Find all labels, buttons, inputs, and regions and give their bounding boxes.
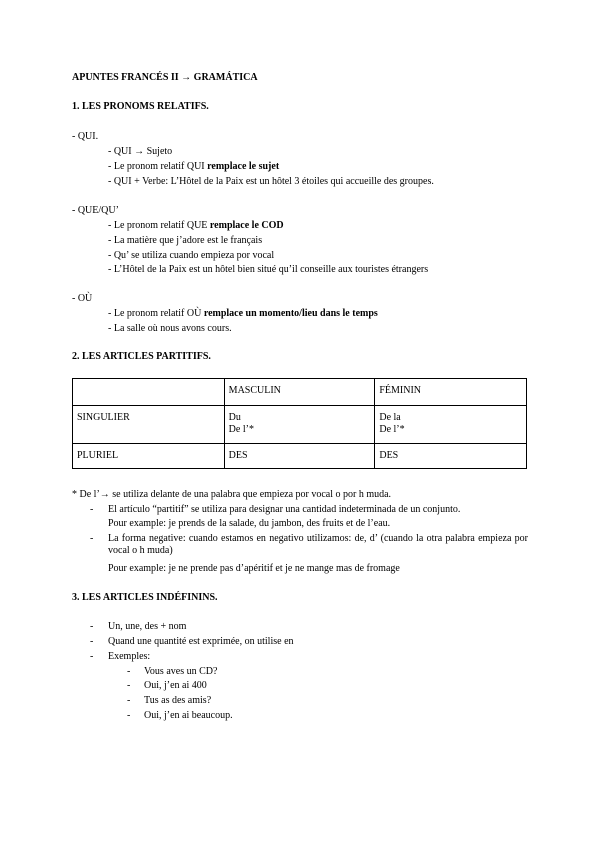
indefinite-bullet-3: Exemples:: [108, 651, 151, 662]
bullet-dash: -: [90, 621, 94, 632]
qui-item-1: - QUI → Sujeto: [108, 146, 173, 157]
ou-item-1-bold: remplace un momento/lieu dans le temps: [203, 308, 378, 319]
qui-item-2-text: - Le pronom relatif QUI: [108, 161, 208, 172]
example-item-4: Oui, j’en ai beaucoup.: [144, 710, 233, 721]
table-cell-pluriel-masculin: DES: [224, 444, 375, 469]
partitive-articles-table: [72, 378, 527, 469]
bullet-dash: -: [90, 504, 94, 515]
example-item-3: Tus as des amis?: [144, 695, 212, 706]
que-item-3: - Qu’ se utiliza cuando empieza por vocal: [108, 250, 275, 261]
cell-value: De l’*: [228, 424, 254, 435]
ou-item-1: [108, 308, 378, 320]
ou-label: - OÙ: [72, 293, 93, 304]
table-header-row: [73, 379, 527, 406]
bullet-dash: -: [127, 695, 131, 706]
que-item-4: - L’Hôtel de la Paix est un hôtel bien situé qu’il conseille aux touristes étrangers: [108, 264, 429, 275]
partitive-bullet-1: El artículo “partitif” se utiliza para designar una cantidad indeterminada de un conjunto.: [108, 504, 461, 515]
ou-item-1-text: - Le pronom relatif OÙ: [108, 308, 204, 319]
table-row-label-singulier: SINGULIER: [73, 406, 225, 444]
table-cell-singulier-masculin: [224, 406, 375, 444]
que-label: - QUE/QU’: [72, 205, 119, 216]
ou-item-2: - La salle où nous avons cours.: [108, 323, 232, 334]
bullet-dash: -: [90, 636, 94, 647]
indefinite-bullet-1: Un, une, des + nom: [108, 621, 187, 632]
document-title: APUNTES FRANCÉS II → GRAMÁTICA: [72, 72, 258, 83]
section1-heading: 1. LES PRONOMS RELATIFS.: [72, 101, 209, 112]
cell-value: De la: [379, 412, 401, 423]
qui-label: - QUI.: [72, 131, 99, 142]
bullet-dash: -: [127, 680, 131, 691]
example-item-1: Vous aves un CD?: [144, 666, 218, 677]
bullet-dash: -: [90, 651, 94, 662]
que-item-2: - La matière que j’adore est le français: [108, 235, 263, 246]
qui-item-3: - QUI + Verbe: L’Hôtel de la Paix est un hôtel 3 étoiles qui accueille des groupes.: [108, 176, 434, 187]
example-item-2: Oui, j’en ai 400: [144, 680, 207, 691]
partitive-note: * De l’→ se utiliza delante de una palabra que empieza por vocal o por h muda.: [72, 489, 392, 500]
partitive-example-2: Pour example: je ne prende pas d’apéritif et je ne mange mas de fromage: [108, 563, 400, 574]
table-row-label-pluriel: PLURIEL: [73, 444, 225, 469]
table-row: [73, 406, 527, 444]
cell-value: Du: [228, 412, 241, 423]
table-cell-pluriel-feminin: DES: [375, 444, 527, 469]
cell-value: De l’*: [379, 424, 405, 435]
indefinite-bullet-2: Quand une quantité est exprimée, on utilise en: [108, 636, 294, 647]
table-header-masculin: MASCULIN: [224, 379, 375, 406]
qui-item-2: [108, 161, 279, 173]
table-header-feminin: FÉMININ: [375, 379, 527, 406]
qui-item-2-bold: remplace le sujet: [207, 161, 280, 172]
bullet-dash: -: [127, 666, 131, 677]
section3-heading: 3. LES ARTICLES INDÉFININS.: [72, 592, 218, 603]
partitive-bullet-2: La forma negative: cuando estamos en negativo utilizamos: de, d’ (cuando la otra palabra empieza por vocal o h muda): [108, 533, 528, 556]
table-row: [73, 444, 527, 469]
partitive-example-1: Pour example: je prends de la salade, du jambon, des fruits et de l’eau.: [108, 518, 391, 529]
section2-heading: 2. LES ARTICLES PARTITIFS.: [72, 351, 211, 362]
que-item-1-bold: remplace le COD: [209, 220, 284, 231]
que-item-1: [108, 220, 284, 232]
table-header-empty: [73, 379, 225, 406]
que-item-1-text: - Le pronom relatif QUE: [108, 220, 210, 231]
bullet-dash: -: [90, 533, 94, 544]
bullet-dash: -: [127, 710, 131, 721]
table-cell-singulier-feminin: [375, 406, 527, 444]
